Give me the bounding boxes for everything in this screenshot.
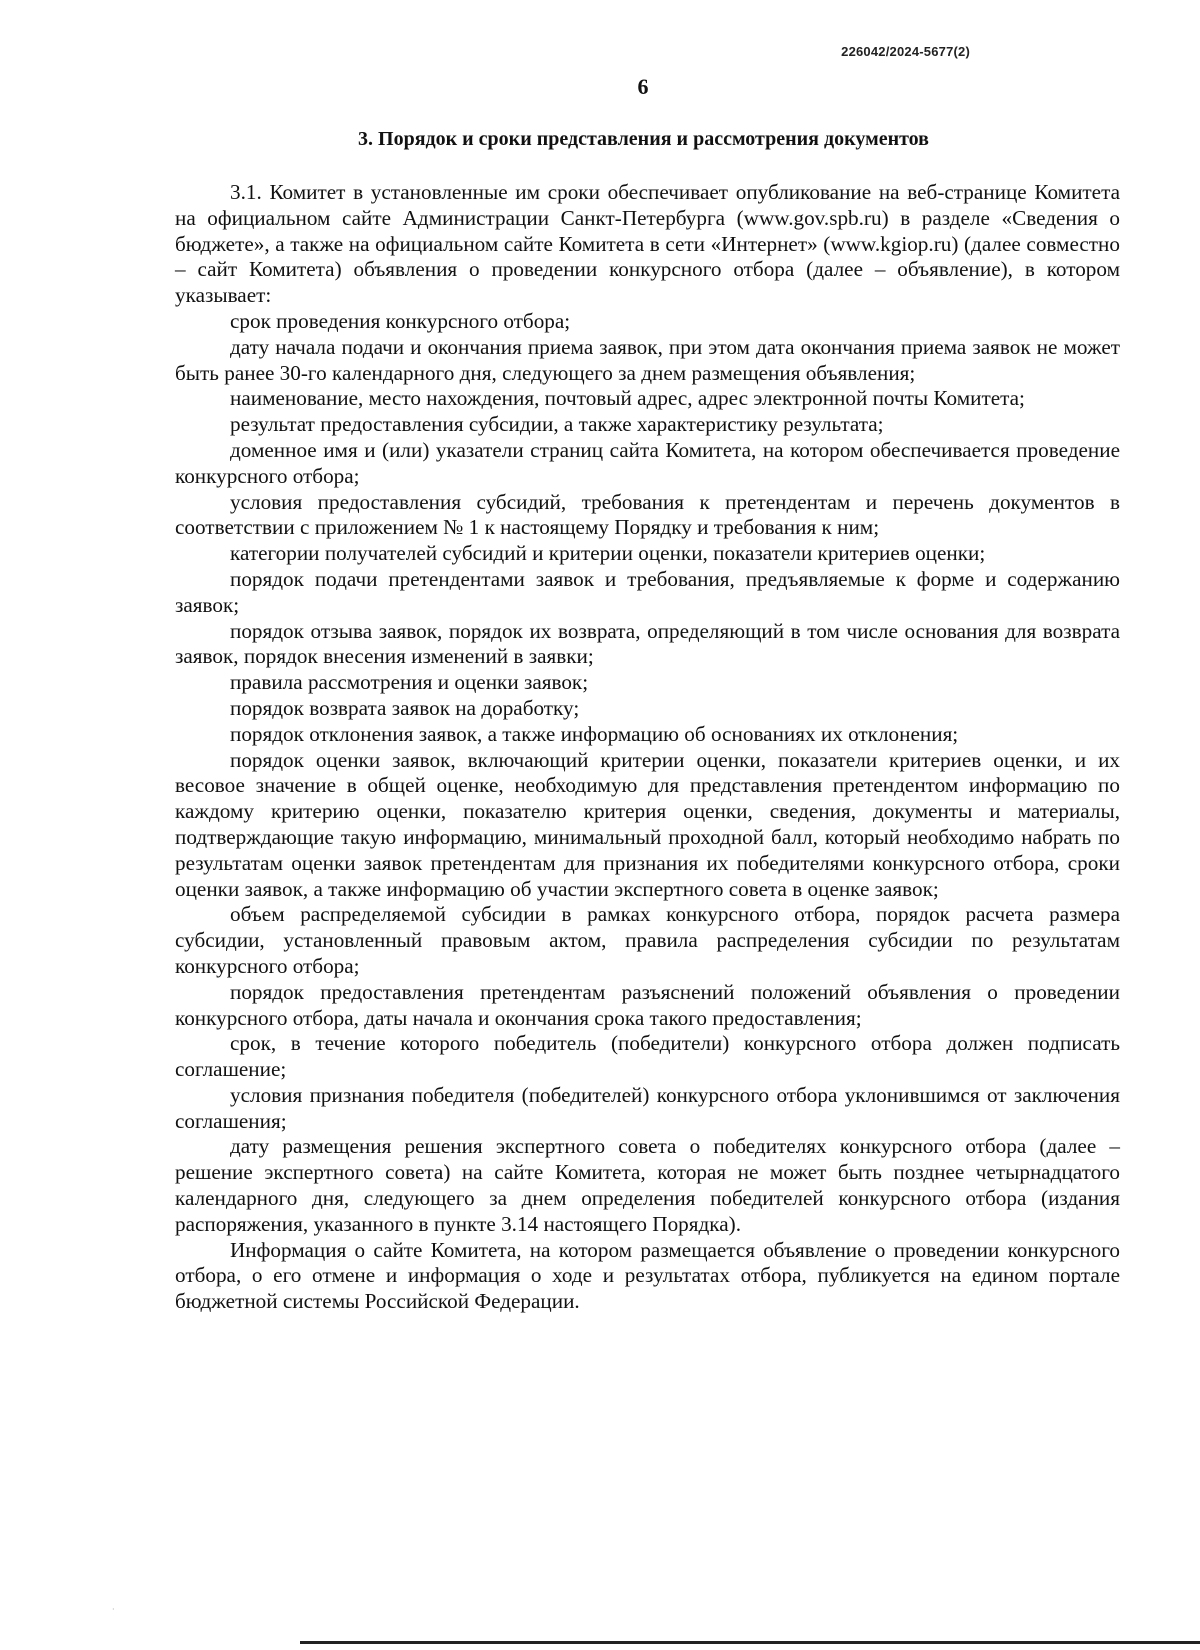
registration-number: 226042/2024-5677(2) (841, 44, 970, 59)
section-title: 3. Порядок и сроки представления и рассмотрения документов (358, 128, 929, 150)
list-item: условия предоставления субсидий, требования к претендентам и перечень документов в соответствии с приложением № 1 к настоящему Порядку и требования к ним; (175, 489, 1120, 540)
list-item: условия признания победителя (победителей) конкурсного отбора уклонившимся от заключения соглашения; (175, 1082, 1120, 1133)
page-number: 6 (637, 74, 649, 99)
list-item: доменное имя и (или) указатели страниц сайта Комитета, на котором обеспечивается проведение конкурсного отбора; (175, 437, 1120, 488)
list-item: порядок предоставления претендентам разъяснений положений объявления о проведении конкурсного отбора, даты начала и окончания срока такого предоставления; (175, 979, 1120, 1030)
scan-artifact: · (112, 1605, 115, 1614)
list-item: порядок подачи претендентами заявок и требования, предъявляемые к форме и содержанию заявок; (175, 566, 1120, 617)
list-item: срок, в течение которого победитель (победители) конкурсного отбора должен подписать соглашение; (175, 1031, 1120, 1082)
list-item: дату начала подачи и окончания приема заявок, при этом дата окончания приема заявок не может быть ранее 30-го календарного дня, следующего за днем размещения объявления; (175, 334, 1120, 385)
closing-paragraph: Информация о сайте Комитета, на котором размещается объявление о проведении конкурсного отбора, о его отмене и информация о ходе и результатах отбора, публикуется на едином портале бюджетной системы Российской Федерации. (175, 1237, 1120, 1314)
list-item: правила рассмотрения и оценки заявок; (230, 670, 589, 695)
list-item: срок проведения конкурсного отбора; (230, 308, 571, 333)
list-item: наименование, место нахождения, почтовый адрес, адрес электронной почты Комитета; (230, 386, 1025, 411)
list-item: порядок возврата заявок на доработку; (230, 695, 580, 720)
list-item: порядок отклонения заявок, а также информацию об основаниях их отклонения; (230, 721, 959, 746)
list-item: категории получателей субсидий и критерии оценки, показатели критериев оценки; (230, 541, 986, 566)
list-item: порядок отзыва заявок, порядок их возврата, определяющий в том числе основания для возврата заявок, порядок внесения изменений в заявки; (175, 618, 1120, 669)
paragraph-3-1: 3.1. Комитет в установленные им сроки обеспечивает опубликование на веб-странице Комитета на официальном сайте Администрации Санкт-Петербурга (www.gov.spb.ru) в разделе «Сведения о бюджете», а также на официальном сайте Комитета в сети «Интернет» (www.kgiop.ru) (далее совместно – сайт Комитета) объявления о проведении конкурсного отбора (далее – объявление), в котором указывает: (175, 180, 1120, 308)
bottom-edge-rule (300, 1641, 1200, 1644)
list-item: порядок оценки заявок, включающий критерии оценки, показатели критериев оценки, и их весовое значение в общей оценке, необходимую для представления претендентом информацию по каждому критерию оценки, показателю критерия оценки, сведения, документы и материалы, подтверждающие такую информацию, минимальный проходной балл, который необходимо набрать по результатам оценки заявок претендентам для признания их победителями конкурсного отбора, сроки оценки заявок, а также информацию об участии экспертного совета в оценке заявок; (175, 747, 1120, 901)
list-item: результат предоставления субсидии, а также характеристику результата; (230, 412, 884, 437)
list-item: дату размещения решения экспертного совета о победителях конкурсного отбора (далее – решение экспертного совета) на сайте Комитета, которая не может быть позднее четырнадцатого календарного дня, следующего за днем определения победителей конкурсного отбора (издания распоряжения, указанного в пункте 3.14 настоящего Порядка). (175, 1134, 1120, 1236)
document-body (175, 180, 1120, 1315)
list-item: объем распределяемой субсидии в рамках конкурсного отбора, порядок расчета размера субсидии, установленный правовым актом, правила распределения субсидии по результатам конкурсного отбора; (175, 902, 1120, 978)
